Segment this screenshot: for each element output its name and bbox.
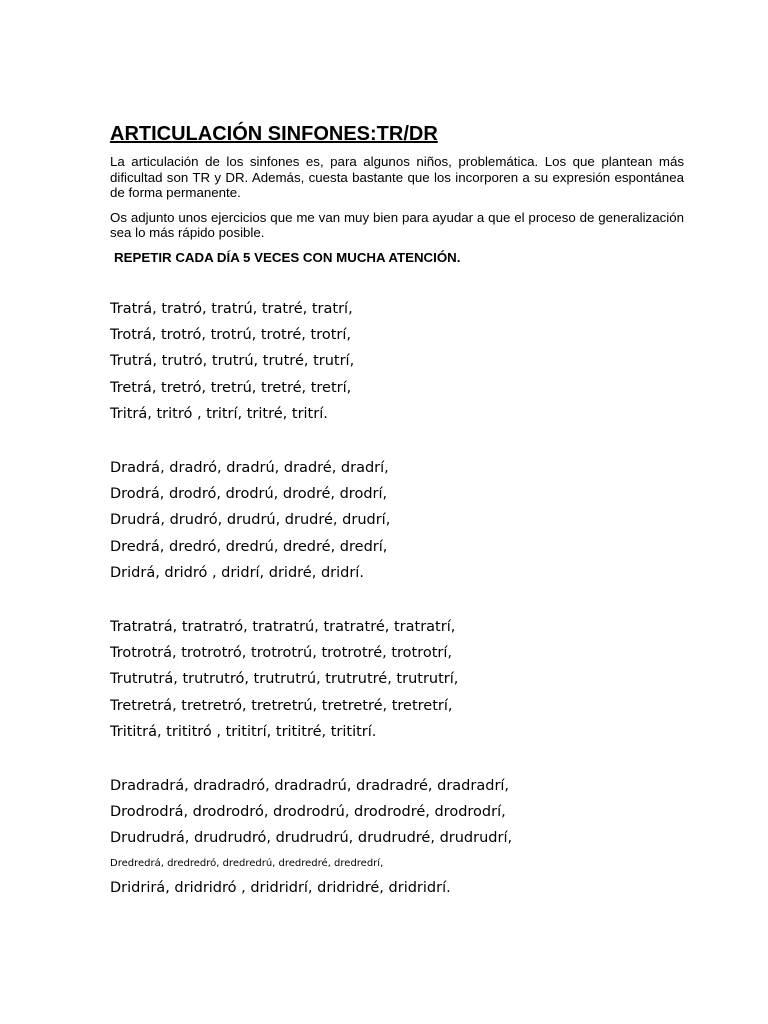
intro-paragraph: La articulación de los sinfones es, para algunos niños, problemática. Los que plantean más dificultad son TR y DR. Además, cuesta bastante que los incorporen a su expresión espontánea de forma permanente. (110, 154, 684, 200)
exercise-line: Tretretrá, tretretró, tretretrú, tretretré, tretretrí, (110, 697, 453, 714)
exercise-line: Trotrá, trotró, trotrú, trotré, trotrí, (110, 326, 352, 343)
exercise-line: Tratratrá, tratratró, tratratrú, tratratré, tratratrí, (110, 618, 456, 635)
exercise-paragraph: Os adjunto unos ejercicios que me van muy bien para ayudar a que el proceso de generalización sea lo más rápido posible. (110, 209, 684, 240)
exercise-group-drdr (110, 773, 684, 902)
exercise-line: Drodrodrá, drodrodró, drodrodrú, drodrodré, drodrodrí, (110, 804, 506, 820)
exercise-line: Dridrá, dridró , dridrí, dridré, dridrí. (110, 565, 364, 582)
exercise-line: Dredredrá, dredredró, dredredrú, dredredré, dredredrí, (110, 857, 384, 869)
exercise-line: Trutrá, trutró, trutrú, trutré, trutrí, (110, 353, 355, 370)
exercise-line: Trutrutrá, trutrutró, trutrutrú, trutrutré, trutrutrí, (110, 671, 459, 688)
document-title: ARTICULACIÓN SINFONES:TR/DR (110, 123, 438, 145)
exercise-line: Trotrotrá, trotrotró, trotrotrú, trotrotré, trotrotrí, (110, 644, 453, 661)
exercise-line: Trititrá, trititró , trititrí, trititré, trititrí. (110, 724, 377, 741)
exercise-group-trtr (110, 614, 684, 746)
exercise-line: Dradrá, dradró, dradrú, dradré, dradrí, (110, 459, 389, 476)
exercise-line: Dradradrá, dradradró, dradradrú, dradradré, dradradrí, (110, 777, 510, 794)
instruction-text: REPETIR CADA DÍA 5 VECES CON MUCHA ATENCIÓN. (114, 249, 461, 265)
exercise-line: Tretrá, tretró, tretrú, tretré, tretrí, (110, 379, 352, 396)
exercise-line: Dridrirá, dridridró , dridridrí, dridridré, dridridrí. (110, 879, 451, 896)
document-page (110, 122, 684, 928)
exercise-line: Drudrudrá, drudrudró, drudrudrú, drudrudré, drudrudrí, (110, 830, 513, 847)
exercise-group-dr (110, 455, 684, 587)
exercise-line: Drodrá, drodró, drodrú, drodré, drodrí, (110, 485, 388, 502)
exercise-groups (110, 296, 684, 902)
exercise-line: Tritrá, tritró , tritrí, tritré, tritrí. (110, 406, 328, 423)
exercise-line: Drudrá, drudró, drudrú, drudré, drudrí, (110, 512, 391, 529)
exercise-line: Tratrá, tratró, tratrú, tratré, tratrí, (110, 300, 353, 317)
exercise-line: Dredrá, dredró, dredrú, dredré, dredrí, (110, 538, 388, 555)
exercise-group-tr (110, 296, 684, 428)
